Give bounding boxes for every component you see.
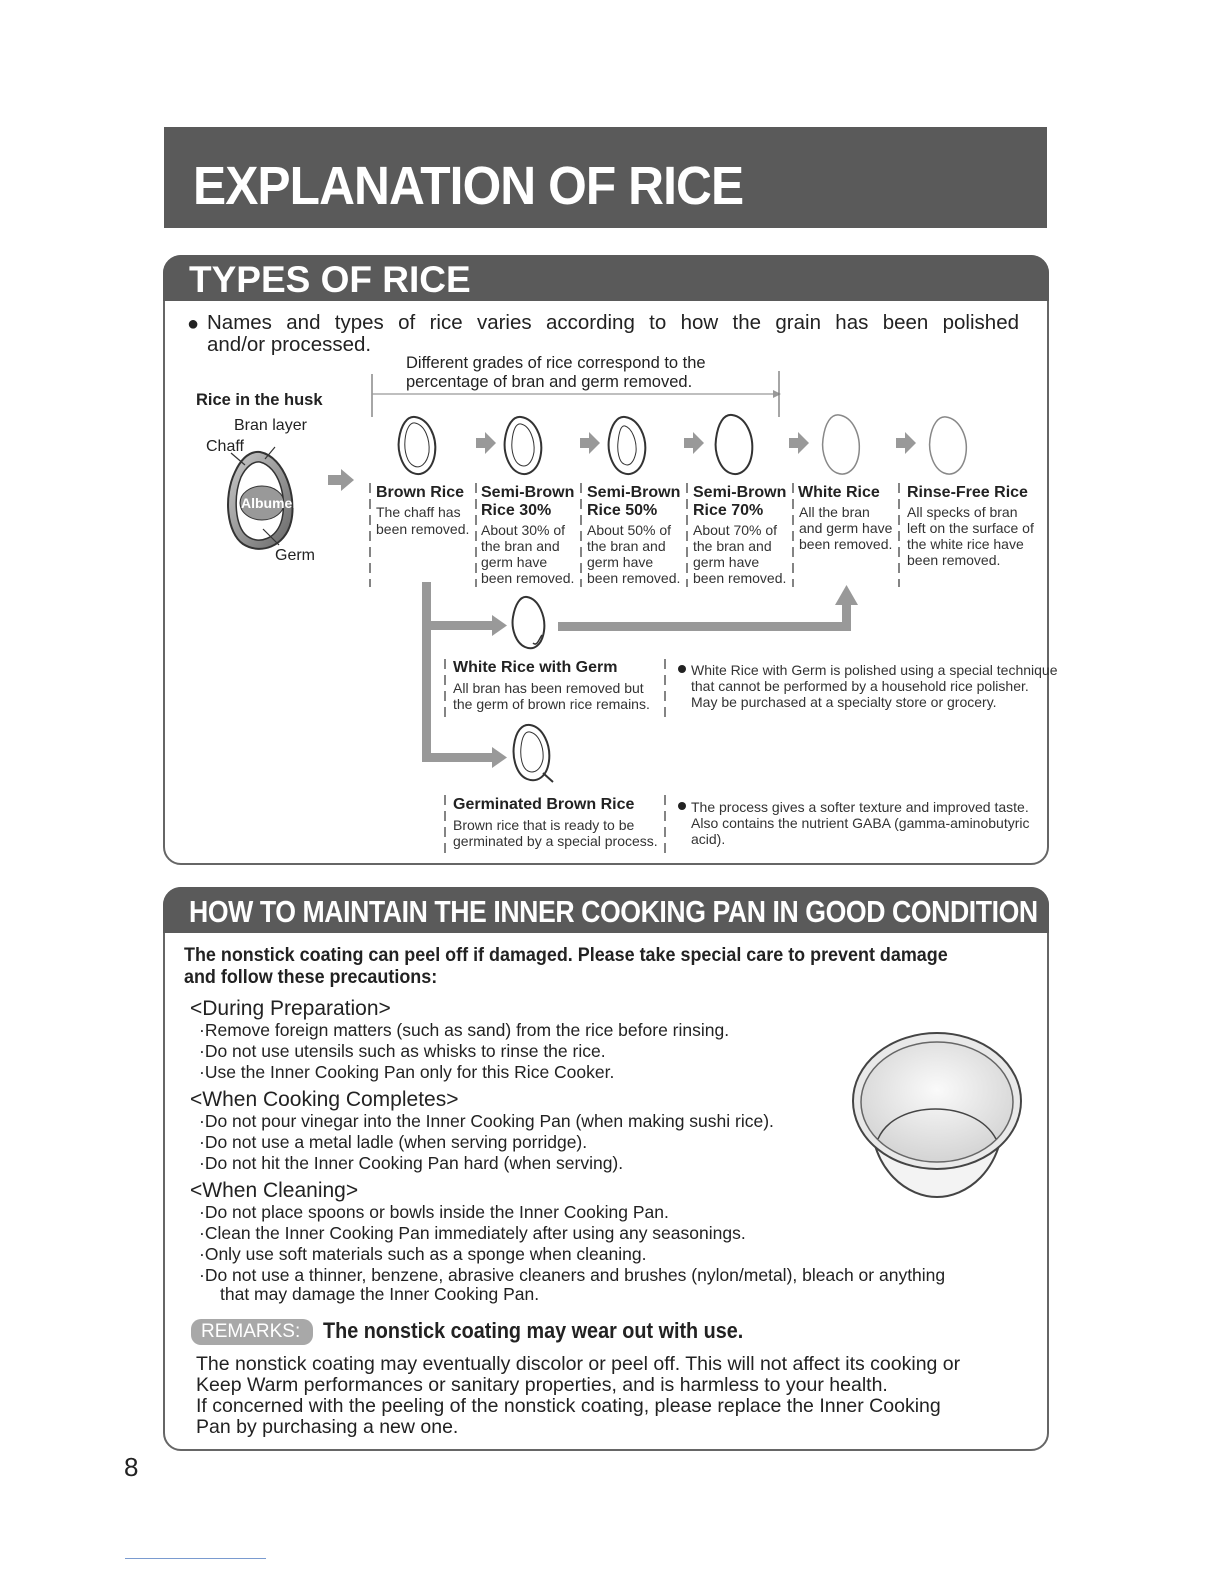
grade-white-desc: been removed. <box>799 536 893 552</box>
types-of-rice-panel <box>163 255 1058 865</box>
types-heading: TYPES OF RICE <box>189 259 471 300</box>
germ-rice-desc: All bran has been removed but <box>453 680 644 696</box>
precaution-item: ·Do not pour vinegar into the Inner Cooking Pan (when making sushi rice). <box>199 1111 774 1131</box>
grade-brown-desc: been removed. <box>376 521 470 537</box>
section-when-cleaning: <When Cleaning> <box>190 1179 359 1202</box>
remarks-badge <box>191 1319 313 1345</box>
grade-sb70-name: Semi-Brown <box>693 484 787 501</box>
grade-sb30-name: Semi-Brown <box>481 484 575 501</box>
grade-sb50-desc: germ have <box>587 554 654 570</box>
precaution-item: ·Do not place spoons or bowls inside the Inner Cooking Pan. <box>199 1202 669 1222</box>
precaution-item: ·Do not use a thinner, benzene, abrasive cleaners and brushes (nylon/metal), bleach or anything <box>199 1265 946 1285</box>
grades-note: Different grades of rice correspond to the <box>406 354 706 372</box>
grade-sb50-desc: About 50% of <box>587 522 672 538</box>
chaff-label: Chaff <box>206 438 244 455</box>
grade-sb70-desc: the bran and <box>693 538 772 554</box>
germ-rice-name: White Rice with Germ <box>453 659 618 676</box>
grade-rinse-free-desc: left on the surface of <box>907 520 1034 536</box>
remarks-body: The nonstick coating may eventually discolor or peel off. This will not affect its cooking or <box>196 1353 961 1375</box>
section-when-cooking-completes: <When Cooking Completes> <box>190 1088 459 1111</box>
albumen-label: Albumen <box>241 495 301 511</box>
bullet-icon: ● <box>187 313 200 335</box>
grade-sb30-desc: About 30% of <box>481 522 566 538</box>
grade-rinse-free-desc: All specks of bran <box>907 504 1018 520</box>
intro-text: Names and types of rice varies according to how the grain has been polished <box>207 311 1019 334</box>
page-title: EXPLANATION OF RICE <box>193 156 744 216</box>
white-rice-with-germ-grain-icon <box>513 597 545 648</box>
semi-brown-70-grain-icon <box>716 415 753 474</box>
remarks-body: Keep Warm performances or sanitary properties, and is harmless to your health. <box>196 1374 888 1396</box>
section-during-preparation: <During Preparation> <box>190 997 391 1020</box>
semi-brown-50-grain-icon <box>609 417 646 474</box>
remarks-body: If concerned with the peeling of the nonstick coating, please replace the Inner Cooking <box>196 1395 941 1417</box>
germinated-rice-note: The process gives a softer texture and improved taste. <box>691 799 1029 815</box>
germinated-rice-desc: Brown rice that is ready to be <box>453 817 635 833</box>
grades-note-cont: percentage of bran and germ removed. <box>406 373 693 391</box>
precaution-item: ·Do not use utensils such as whisks to rinse the rice. <box>199 1041 606 1061</box>
grade-sb50-name: Semi-Brown <box>587 484 681 501</box>
page-number: 8 <box>124 1452 139 1482</box>
germ-rice-note: White Rice with Germ is polished using a special technique <box>691 662 1058 678</box>
arrow-icon <box>328 469 354 491</box>
intro-text-cont: and/or processed. <box>207 333 372 356</box>
rinse-free-rice-grain-icon <box>930 417 967 474</box>
inner-cooking-pan-icon <box>850 1029 1025 1199</box>
grade-rinse-free-name: Rinse-Free Rice <box>907 484 1028 501</box>
grade-sb70-desc: germ have <box>693 554 760 570</box>
footer-line <box>125 1558 266 1559</box>
precaution-item-cont: that may damage the Inner Cooking Pan. <box>220 1284 540 1304</box>
remarks-badge-label: REMARKS: <box>201 1321 301 1342</box>
grade-rinse-free-desc: the white rice have <box>907 536 1024 552</box>
grade-white-desc: All the bran <box>799 504 870 520</box>
grade-white-name: White Rice <box>798 484 880 501</box>
remarks-body: Pan by purchasing a new one. <box>196 1416 459 1438</box>
precaution-item: ·Do not use a metal ladle (when serving porridge). <box>199 1132 588 1152</box>
germ-rice-desc: the germ of brown rice remains. <box>453 696 650 712</box>
remarks-title: The nonstick coating may wear out with use. <box>323 1318 744 1343</box>
grade-sb30-desc: germ have <box>481 554 548 570</box>
grade-sb70-name: Rice 70% <box>693 502 764 519</box>
semi-brown-30-grain-icon <box>505 417 542 474</box>
grade-sb50-desc: been removed. <box>587 570 681 586</box>
warning-text: The nonstick coating can peel off if damaged. Please take special care to prevent damage <box>184 944 948 966</box>
grade-brown-name: Brown Rice <box>376 484 465 501</box>
brown-rice-grain-icon <box>399 417 436 474</box>
bullet-icon <box>678 665 686 673</box>
germ-label: Germ <box>275 547 315 564</box>
grade-rinse-free-desc: been removed. <box>907 552 1001 568</box>
precaution-item: ·Do not hit the Inner Cooking Pan hard (when serving). <box>199 1153 624 1173</box>
grade-sb70-desc: been removed. <box>693 570 787 586</box>
grade-sb30-desc: the bran and <box>481 538 560 554</box>
maintenance-panel <box>163 887 1049 1451</box>
germinated-rice-note: acid). <box>691 831 726 847</box>
maintenance-panel-header <box>163 887 1049 933</box>
precaution-item: ·Remove foreign matters (such as sand) from the rice before rinsing. <box>199 1020 730 1040</box>
grade-sb50-desc: the bran and <box>587 538 666 554</box>
maintenance-heading: HOW TO MAINTAIN THE INNER COOKING PAN IN GOOD CONDITION <box>189 894 1038 929</box>
grade-sb30-name: Rice 30% <box>481 502 552 519</box>
husk-title: Rice in the husk <box>196 391 323 409</box>
bullet-icon <box>678 802 686 810</box>
white-rice-grain-icon <box>823 415 860 474</box>
warning-text-cont: and follow these precautions: <box>184 966 438 988</box>
grade-sb70-desc: About 70% of <box>693 522 778 538</box>
bran-layer-label: Bran layer <box>234 417 307 434</box>
germ-rice-note: that cannot be performed by a household rice polisher. <box>691 678 1029 694</box>
precaution-item: ·Clean the Inner Cooking Pan immediately after using any seasonings. <box>199 1223 746 1243</box>
grade-sb30-desc: been removed. <box>481 570 575 586</box>
germinated-rice-desc: germinated by a special process. <box>453 833 658 849</box>
precaution-item: ·Only use soft materials such as a sponge when cleaning. <box>199 1244 647 1264</box>
precaution-item: ·Use the Inner Cooking Pan only for this Rice Cooker. <box>199 1062 615 1082</box>
grade-brown-desc: The chaff has <box>376 504 461 520</box>
germinated-rice-name: Germinated Brown Rice <box>453 796 635 813</box>
germ-rice-note: May be purchased at a specialty store or grocery. <box>691 694 997 710</box>
grade-sb50-name: Rice 50% <box>587 502 658 519</box>
grade-white-desc: and germ have <box>799 520 893 536</box>
germinated-brown-rice-grain-icon <box>514 725 553 782</box>
germinated-rice-note: Also contains the nutrient GABA (gamma-aminobutyric <box>691 815 1030 831</box>
